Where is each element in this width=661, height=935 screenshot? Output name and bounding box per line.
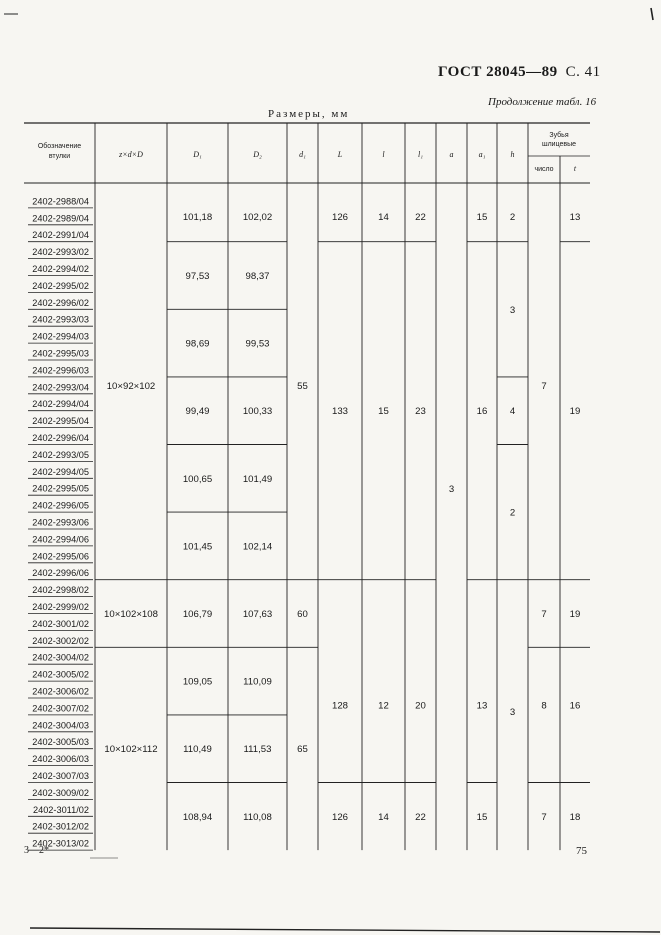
- header-D2: D₂: [253, 150, 262, 159]
- designation-cell: 2402-2996/02: [32, 297, 89, 308]
- zdD-value: 10×102×108: [104, 609, 158, 620]
- designation-cell: 2402-2993/03: [32, 314, 89, 325]
- l1-value: 22: [415, 811, 426, 823]
- a1-value: 13: [476, 700, 488, 712]
- designation-cell: 2402-2994/03: [32, 331, 89, 342]
- designation-cell: 2402-2991/04: [32, 230, 89, 241]
- designation-cell: 2402-2989/04: [32, 213, 89, 224]
- D1-value: 97,53: [185, 271, 210, 282]
- D1-value: 109,05: [182, 676, 213, 688]
- h-value: 2: [509, 507, 516, 519]
- designation-cell: 2402-2993/05: [32, 449, 89, 460]
- count-value: 7: [541, 609, 547, 620]
- header-designation-line1: Обозначение: [37, 143, 82, 150]
- D1-value: 99,49: [185, 406, 210, 418]
- designation-cell: 2402-2996/04: [32, 433, 89, 443]
- t-value: 13: [569, 211, 581, 223]
- designation-cell: 2402-2995/05: [32, 483, 89, 494]
- count-value: 7: [541, 811, 547, 823]
- standard-number: ГОСТ 28045—89: [438, 64, 558, 80]
- D2-value: 102,14: [242, 541, 273, 553]
- l-value: 12: [378, 700, 389, 712]
- L-value: 126: [331, 811, 349, 823]
- designation-cell: 2402-2994/02: [32, 264, 89, 274]
- l1-value: 22: [415, 211, 426, 223]
- a1-value: 15: [476, 811, 488, 823]
- header-teeth-line1: Зубья: [549, 132, 569, 139]
- D2-value: 98,37: [245, 271, 270, 282]
- designation-cell: 2402-2993/02: [32, 247, 89, 258]
- designation-cell: 2402-3013/02: [32, 838, 89, 849]
- designation-cell: 2402-2994/06: [32, 534, 89, 545]
- header-zdD: z×d×D: [119, 150, 143, 159]
- D2-value: 110,08: [243, 811, 272, 823]
- header-teeth-line2: шлицевые: [541, 141, 577, 148]
- header-l: l: [382, 150, 385, 159]
- designation-cell: 2402-2993/06: [32, 517, 89, 528]
- a1-value: 16: [476, 406, 488, 418]
- designation-cell: 2402-3007/02: [32, 703, 89, 714]
- designation-cell: 2402-3005/02: [32, 669, 89, 680]
- header-a1: a₁: [478, 150, 486, 159]
- header-h: h: [510, 150, 515, 159]
- designation-cell: 2402-3001/02: [32, 618, 89, 629]
- t-value: 18: [569, 811, 581, 823]
- D2-value: 101,49: [242, 473, 273, 485]
- D2-value: 111,53: [243, 744, 272, 756]
- h-value: 2: [509, 211, 516, 223]
- designation-cell: 2402-2994/04: [32, 399, 89, 410]
- L-value: 133: [331, 406, 349, 418]
- designation-cell: 2402-3009/02: [32, 787, 89, 798]
- D2-value: 100,33: [242, 406, 273, 418]
- D2-value: 110,09: [243, 676, 272, 688]
- D1-value: 101,45: [182, 541, 213, 553]
- h-value: 4: [509, 406, 516, 418]
- D2-value: 102,02: [242, 211, 273, 223]
- d1-value: 55: [297, 380, 308, 392]
- designation-cell: 2402-2998/02: [32, 585, 89, 596]
- designation-cell: 2402-3002/02: [32, 635, 89, 646]
- designation-cell: 2402-2995/06: [32, 551, 89, 562]
- designation-cell: 2402-2995/03: [32, 348, 89, 359]
- h-value: 3: [509, 707, 516, 719]
- D1-value: 101,18: [182, 211, 213, 223]
- designation-cell: 2402-2996/05: [32, 500, 89, 511]
- D2-value: 99,53: [245, 338, 270, 350]
- a1-value: 15: [476, 211, 488, 223]
- designation-cell: 2402-2994/05: [32, 466, 89, 477]
- page-number: 75: [576, 845, 587, 857]
- header-d1: d₁: [299, 150, 306, 159]
- header-a: a: [449, 150, 454, 159]
- designation-cell: 2402-3004/03: [32, 720, 89, 731]
- table-continuation-note: Продолжение табл. 16: [488, 96, 597, 108]
- designation-cell: 2402-2995/02: [32, 280, 89, 291]
- count-value: 8: [541, 700, 547, 712]
- D1-value: 98,69: [185, 338, 210, 350]
- h-value: 3: [509, 304, 516, 316]
- designation-cell: 2402-2999/02: [32, 602, 89, 612]
- l-value: 14: [378, 211, 389, 223]
- D1-value: 110,49: [183, 744, 212, 756]
- d1-value: 60: [297, 609, 308, 620]
- sizes-caption: Размеры, мм: [268, 108, 350, 120]
- D2-value: 107,63: [242, 609, 273, 620]
- footer-signature: 3—2*: [24, 845, 49, 856]
- header-D1: D₁: [193, 150, 202, 159]
- l1-value: 23: [415, 406, 426, 418]
- header-l1: l₁: [417, 150, 424, 159]
- L-value: 128: [331, 700, 349, 712]
- zdD-value: 10×92×102: [106, 380, 156, 392]
- D1-value: 106,79: [182, 609, 213, 620]
- designation-cell: 2402-2996/06: [32, 568, 89, 579]
- count-value: 7: [541, 380, 547, 392]
- l-value: 15: [378, 406, 389, 418]
- header-count: число: [534, 166, 554, 173]
- designation-cell: 2402-3005/03: [32, 737, 89, 748]
- header-designation-line2: втулки: [48, 153, 71, 160]
- designation-cell: 2402-2995/04: [32, 416, 89, 427]
- l1-value: 20: [415, 700, 426, 712]
- D1-value: 108,94: [182, 811, 213, 823]
- D1-value: 100,65: [182, 473, 213, 485]
- designation-cell: 2402-2988/04: [32, 196, 89, 207]
- designation-cell: 2402-3007/03: [32, 771, 89, 781]
- corner-mark: [651, 8, 653, 20]
- designation-cell: 2402-3004/02: [32, 652, 89, 663]
- d1-value: 65: [297, 744, 308, 756]
- page-bottom-edge: [30, 928, 660, 932]
- l-value: 14: [378, 811, 389, 823]
- L-value: 126: [331, 211, 349, 223]
- designation-cell: 2402-3011/02: [32, 804, 89, 815]
- t-value: 19: [569, 609, 581, 620]
- header-t: t: [573, 164, 577, 173]
- zdD-value: 10×102×112: [104, 744, 158, 756]
- designation-cell: 2402-3006/03: [32, 754, 89, 765]
- a-value: 3: [448, 483, 455, 495]
- designation-cell: 2402-3012/02: [32, 821, 89, 832]
- designation-cell: 2402-2993/04: [32, 382, 89, 393]
- header-L: L: [337, 150, 343, 159]
- designation-cell: 2402-2996/03: [32, 365, 89, 376]
- page-label: С. 41: [565, 64, 601, 80]
- designation-cell: 2402-3006/02: [32, 686, 89, 697]
- t-value: 19: [569, 406, 581, 418]
- t-value: 16: [569, 700, 581, 712]
